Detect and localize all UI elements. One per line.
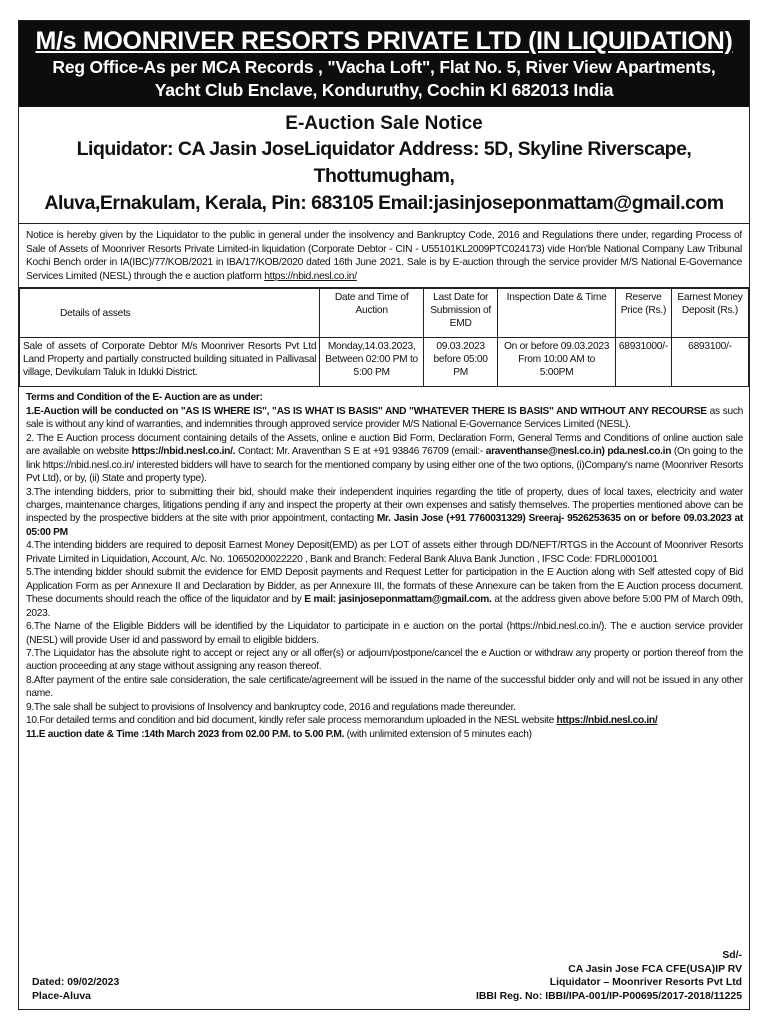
cell-asset-details: Sale of assets of Corporate Debtor M/s Moonriver Resorts Pvt Ltd Land Property and partially constructed building situated in Pallivasal village, Devikulam Taluk in Idukki District. [20, 338, 320, 387]
term-5 [26, 566, 743, 620]
dated: Dated: 09/02/2023 [32, 977, 120, 988]
intro-text: Notice is hereby given by the Liquidator to the public in general under the insolvency and Bankruptcy Code, 2016 and Regulations there under, regarding Process of Sale of Assets of Moonriver Resorts Private Limited-in liquidation (Corporate Debtor - CIN - U55101KL2009PTC024173) vide Hon'ble National Company Law Tribunal Kochi Bench order in IA(IBC)/77/KOB/2021 in IBA/17/KOB/2020 dated 16th June 2021. Sale is by E-auction through the service provider M/S National E-Governance Services Limited (NESL) through the e auction platform [26, 230, 742, 282]
registered-office-line-2: Yacht Club Enclave, Konduruthy, Cochin Kl 682013 India [154, 80, 614, 100]
cell-emd: 6893100/- [671, 338, 748, 387]
header-details: Details of assets [20, 289, 320, 338]
term-7: 7.The Liquidator has the absolute right to accept or reject any or all offer(s) or adjourn/postpone/cancel the e Auction or withdraw any property or portion thereof from the auction proceeding at any stage without assigning any reason thereof. [26, 647, 743, 673]
company-banner [19, 21, 749, 107]
term-1 [26, 405, 743, 432]
signature-block [26, 949, 742, 1003]
cell-inspection: On or before 09.03.2023 From 10:00 AM to 5:00PM [498, 338, 616, 387]
term-2-site[interactable]: https://nbid.nesl.co.in/. [131, 446, 236, 458]
terms-section [19, 387, 749, 741]
company-name: M/s MOONRIVER RESORTS PRIVATE LTD (IN LIQUIDATION) [35, 27, 733, 55]
liquidator-line-2: Aluva,Ernakulam, Kerala, Pin: 683105 Email:jasinjoseponmattam@gmail.com [44, 192, 724, 214]
liquidator-role: Liquidator – Moonriver Resorts Pvt Ltd [549, 977, 742, 988]
notice-heading [19, 107, 749, 224]
term-9: 9.The sale shall be subject to provisions of Insolvency and bankruptcy code, 2016 and regulations made thereunder. [26, 701, 516, 713]
header-auction-date: Date and Time of Auction [320, 289, 424, 338]
term-2 [26, 432, 743, 486]
auction-notice [18, 20, 750, 1010]
term-5-email[interactable]: E mail: jasinjoseponmattam@gmail.com. [304, 594, 492, 606]
term-10 [26, 714, 743, 727]
term-3-text: 3.The intending bidders, prior to submitting their bid, should make their independent inquiries regarding the title of property, dues of local taxes, electricity and water charges, maintenance charges, litigations pending if any and inspect the property at their own expenses and satisfy themselves. The properties mentioned above can be inspected by the prospective bidders at the site with prior appointment, contacting [26, 486, 743, 525]
term-5-text-a: 5.The intending bidder should submit the evidence for EMD Deposit payments and Request Letter for participation in the E Auction along with Self attested copy of Bid Application Form as per Annexure II and Declaration by Bidder, as per Annexure III, the formats of these Annexure can be taken from the E Auction process document. These documents should reach the office of the liquidator and by [26, 567, 743, 606]
term-1-text: as such sale is without any kind of warranties, and indemnities through approved service provider M/S National E-Governance Services Limited (NESL). [26, 405, 743, 431]
signed-mark: Sd/- [722, 950, 742, 961]
term-8: 8.After payment of the entire sale consideration, the sale certificate/agreement will be issued in the name of the successful bidder only and will not be issued in any other name. [26, 674, 743, 700]
term-6: 6.The Name of the Eligible Bidders will be identified by the Liquidator to participate in e auction on the portal (https://nbid.nesl.co.in/). The e auction service provider (NESL) will provide User id and password by email to eligible bidders. [26, 621, 743, 646]
place: Place-Aluva [32, 990, 91, 1002]
header-emd: Earnest Money Deposit (Rs.) [671, 289, 748, 338]
registered-office-line-1: Reg Office-As per MCA Records , "Vacha Loft", Flat No. 5, River View Apartments, [52, 57, 716, 77]
header-emd-date: Last Date for Submission of EMD [423, 289, 497, 338]
liquidator-name: CA Jasin Jose FCA CFE(USA)IP RV [568, 963, 742, 975]
ibbi-registration: IBBI Reg. No: IBBI/IPA-001/IP-P00695/2017-2018/11225 [475, 990, 742, 1002]
nesl-link[interactable]: https://nbid.nesl.co.in/ [264, 270, 357, 282]
terms-heading: Terms and Condition of the E- Auction are as under: [26, 392, 263, 404]
intro-paragraph [19, 224, 749, 288]
term-11 [26, 728, 743, 741]
term-10-link[interactable]: https://nbid.nesl.co.in/ [556, 715, 658, 727]
cell-auction-date: Monday,14.03.2023, Between 02:00 PM to 5:00 PM [320, 338, 424, 387]
term-2-text-c: (On going to the link https://nbid.nesl.co.in/ interested bidders will have to search for the mentioned company by using either one of the two options, (i)Company's name (Moonriver Resorts Pvt Ltd), or by, (ii) State and property type). [26, 446, 743, 485]
cell-emd-date: 09.03.2023 before 05:00 PM [423, 338, 497, 387]
term-10-text: 10.For detailed terms and condition and bid document, kindly refer sale process memorandum uploaded in the NESL website [26, 715, 557, 727]
term-11-bold: 11.E auction date & Time :14th March 2023 from 02.00 P.M. to 5.00 P.M. [26, 728, 345, 740]
term-11-text: (with unlimited extension of 5 minutes each) [344, 728, 532, 740]
table-row [20, 338, 749, 387]
cell-reserve-price: 68931000/- [615, 338, 671, 387]
header-inspection: Inspection Date & Time [498, 289, 616, 338]
header-reserve-price: Reserve Price (Rs.) [615, 289, 671, 338]
date-place [32, 976, 119, 1003]
term-1-bold: 1.E-Auction will be conducted on "AS IS WHERE IS", "AS IS WHAT IS BASIS" AND "WHATEVER THERE IS BASIS" AND WITHOUT ANY RECOURSE [26, 405, 707, 417]
table-header-row [20, 289, 749, 338]
term-5-text-b: at the address given above before 5:00 PM of March 09th, 2023. [26, 594, 743, 619]
term-4: 4.The intending bidders are required to deposit Earnest Money Deposit(EMD) as per LOT of assets either through DD/NEFT/RTGS in the Account of Moonriver Resorts Private Limited in Liquidation, Account, A/c. No. 10650200022220 , Bank and Branch: Federal Bank Aluva Bank Junction , IFSC Code: FDRL0001001 [26, 540, 743, 565]
liquidator-line-1: Liquidator: CA Jasin JoseLiquidator Address: 5D, Skyline Riverscape, Thottumugham, [76, 138, 692, 187]
term-2-text-b: Contact: Mr. Araventhan S E at +91 93846 76709 (email:- [235, 446, 486, 458]
term-3 [26, 486, 743, 540]
term-2-text-a: 2. The E Auction process document containing details of the Assets, online e auction Bid Form, Declaration Form, General Terms and Conditions of online auction sale are available on website [26, 432, 743, 458]
term-3-contact: Mr. Jasin Jose (+91 7760031329) Sreeraj- 9526253635 on or before 09.03.2023 at 05:00 PM [26, 513, 743, 538]
term-2-email[interactable]: araventhanse@nesl.co.in) pda.nesl.co.in [485, 446, 672, 458]
asset-table [19, 288, 749, 387]
notice-title: E-Auction Sale Notice [285, 113, 483, 134]
